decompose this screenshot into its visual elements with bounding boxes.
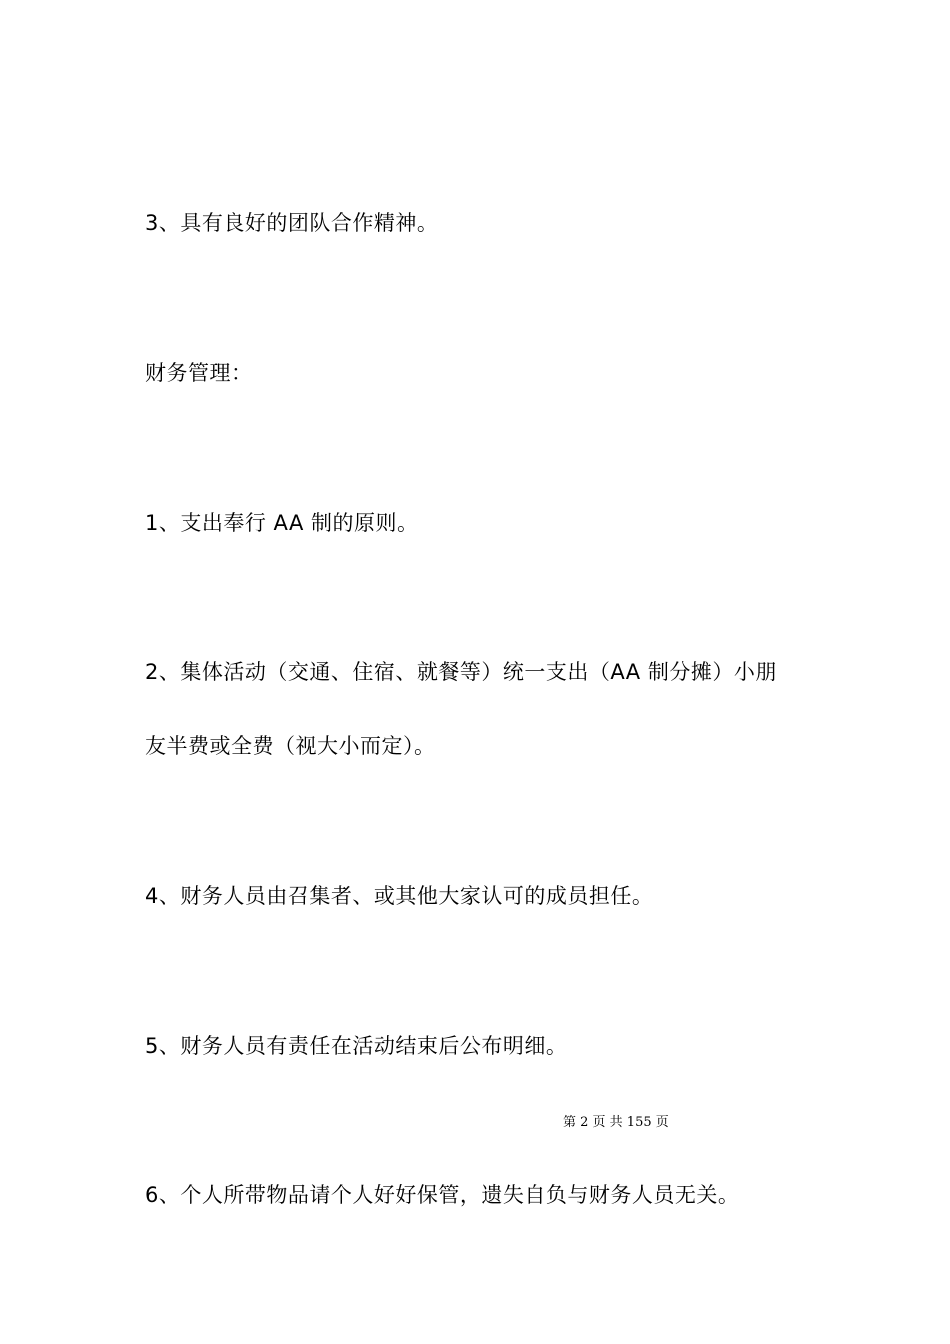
item-4-finance-staff: 4、财务人员由召集者、或其他大家认可的成员担任。 <box>145 884 654 908</box>
item-2-group-expenses-continued: 友半费或全费（视大小而定）。 <box>145 734 436 758</box>
item-3-team-spirit: 3、具有良好的团队合作精神。 <box>145 211 439 235</box>
item-1-aa-principle: 1、支出奉行 AA 制的原则。 <box>145 511 419 535</box>
item-6-personal-belongings: 6、个人所带物品请个人好好保管，遗失自负与财务人员无关。 <box>145 1183 740 1207</box>
page-number-footer: 第 2 页 共 155 页 <box>563 1115 669 1130</box>
item-5-publish-details: 5、财务人员有责任在活动结束后公布明细。 <box>145 1034 568 1058</box>
section-heading-finance: 财务管理： <box>145 361 253 385</box>
item-2-group-expenses: 2、集体活动（交通、住宿、就餐等）统一支出（AA 制分摊）小朋 <box>145 660 777 684</box>
